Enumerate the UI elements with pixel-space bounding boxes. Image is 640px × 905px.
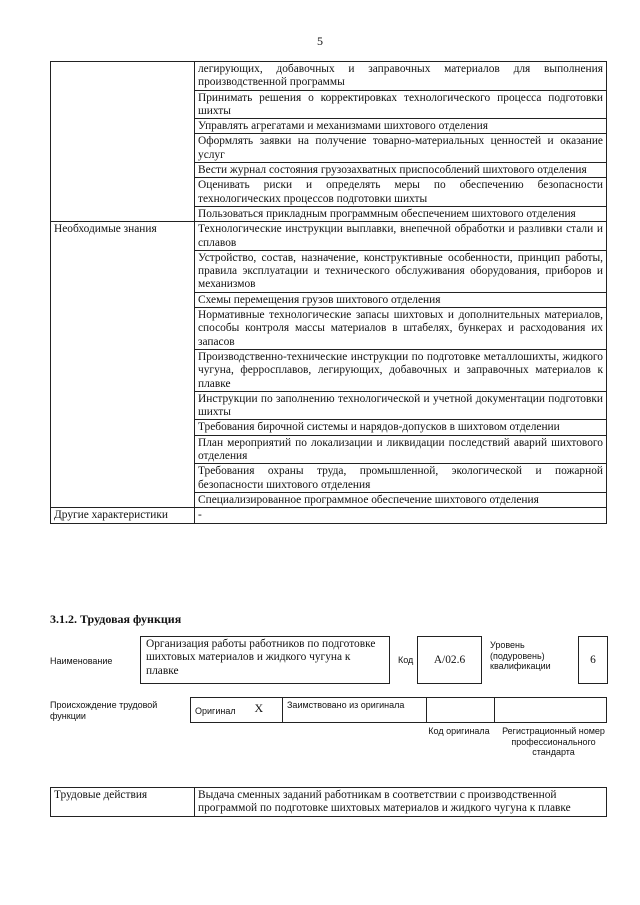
skill-item: Оформлять заявки на получение товарно-материальных ценностей и оказание услуг	[195, 134, 607, 163]
labor-function-name: Организация работы работников по подготовке шихтовых материалов и жидкого чугуна к плавке	[140, 636, 390, 684]
other-characteristics-label: Другие характеристики	[51, 508, 195, 523]
knowledge-item: Инструкции по заполнению технологической и учетной документации подготовки шихты	[195, 391, 607, 420]
knowledge-item: Схемы перемещения грузов шихтового отделения	[195, 292, 607, 307]
table-row	[51, 222, 607, 251]
original-label: Оригинал	[191, 698, 251, 723]
table-row	[191, 698, 607, 723]
qualification-level-value: 6	[578, 636, 608, 684]
table-row	[51, 788, 607, 817]
labor-action-item: Выдача сменных заданий работникам в соответствии с производственной программой по подготовке шихтовых материалов и жидкого чугуна к плавке	[195, 788, 607, 817]
code-original-caption: Код оригинала	[428, 726, 490, 736]
table-row	[51, 508, 607, 523]
skill-item: Вести журнал состояния грузозахватных приспособлений шихтового отделения	[195, 163, 607, 178]
labor-actions-label: Трудовые действия	[51, 788, 195, 817]
borrowed-label: Заимствовано из оригинала	[283, 698, 427, 723]
skill-item: легирующих, добавочных и заправочных материалов для выполнения производственной программы	[195, 62, 607, 91]
knowledge-item: Технологические инструкции выплавки, внепечной обработки и разливки стали и сплавов	[195, 222, 607, 251]
code-original-cell	[427, 698, 495, 723]
code-label: Код	[398, 655, 414, 665]
skills-knowledge-table	[50, 61, 607, 524]
skills-label-cell	[51, 62, 195, 222]
code-value: А/02.6	[417, 636, 482, 684]
qualification-level-label: Уровень (подуровень) квалификации	[490, 640, 551, 671]
reg-number-cell	[495, 698, 607, 723]
origin-label: Происхождение трудовой функции	[50, 700, 158, 721]
section-title: 3.1.2. Трудовая функция	[50, 612, 182, 626]
knowledge-item: План мероприятий по локализации и ликвидации последствий аварий шихтового отделения	[195, 435, 607, 464]
page-number: 5	[317, 34, 323, 48]
table-row	[51, 62, 607, 91]
reg-number-caption: Регистрационный номер профессионального стандарта	[502, 726, 605, 757]
knowledge-item: Требования охраны труда, промышленной, экологической и пожарной безопасности шихтового отделения	[195, 464, 607, 493]
origin-table	[190, 697, 607, 723]
knowledge-item: Устройство, состав, назначение, конструктивные особенности, принцип работы, правила эксплуатации и технического обслуживания оборудования, приборов и механизмов	[195, 250, 607, 292]
knowledge-item: Производственно-технические инструкции по подготовке металлошихты, жидкого чугуна, ферросплавов, легирующих, добавочных и заправочных материалов к плавке	[195, 349, 607, 391]
name-label: Наименование	[50, 656, 113, 666]
skill-item: Оценивать риски и определять меры по обеспечению безопасности технологических процессов подготовки шихты	[195, 178, 607, 207]
knowledge-item: Требования бирочной системы и нарядов-допусков в шихтовом отделении	[195, 420, 607, 435]
knowledge-item: Специализированное программное обеспечение шихтового отделения	[195, 492, 607, 507]
other-characteristics-value: -	[195, 508, 607, 523]
skill-item: Пользоваться прикладным программным обеспечением шихтового отделения	[195, 206, 607, 221]
original-mark: X	[251, 698, 283, 723]
labor-actions-table	[50, 787, 607, 817]
skill-item: Управлять агрегатами и механизмами шихтового отделения	[195, 119, 607, 134]
knowledge-item: Нормативные технологические запасы шихтовых и дополнительных материалов, способы контроля массы материалов в штабелях, бункерах и расходования их запасов	[195, 308, 607, 350]
knowledge-label: Необходимые знания	[51, 222, 195, 508]
skill-item: Принимать решения о корректировках технологического процесса подготовки шихты	[195, 90, 607, 119]
